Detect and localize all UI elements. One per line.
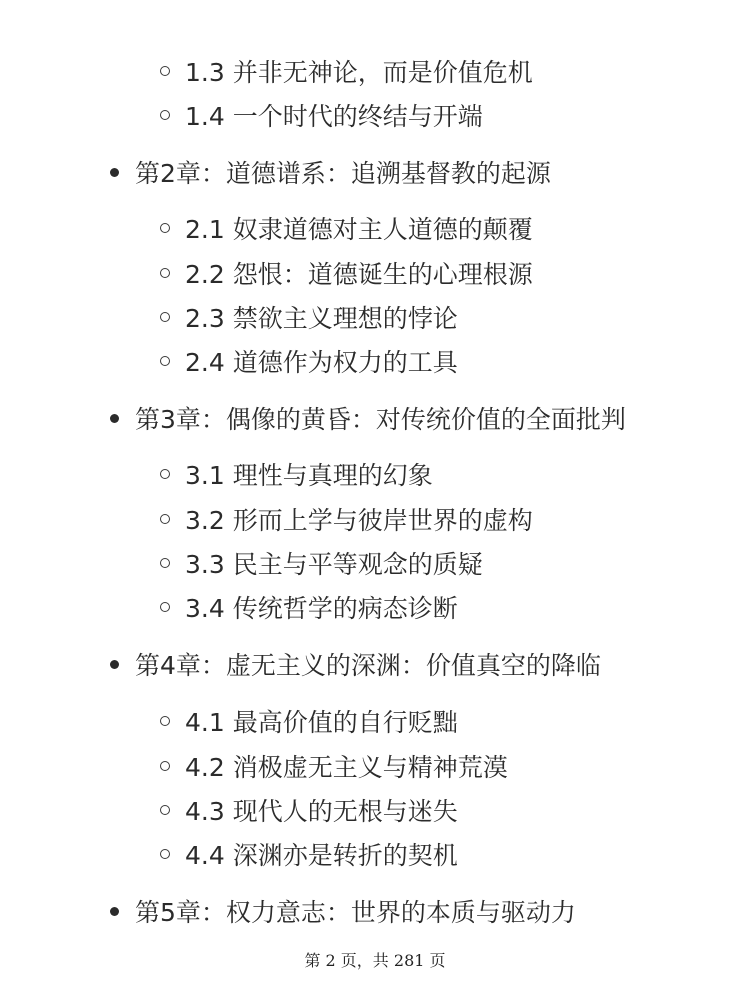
hollow-circle-bullet-icon [160,223,170,233]
toc-section-item[interactable] [160,585,458,629]
toc-section-title: 3.2 形而上学与彼岸世界的虚构 [185,506,533,535]
filled-circle-bullet-icon [110,660,119,669]
filled-circle-bullet-icon [110,414,119,423]
toc-section-title: 2.4 道德作为权力的工具 [185,348,458,377]
toc-section-title: 1.3 并非无神论，而是价值危机 [185,58,533,87]
hollow-circle-bullet-icon [160,849,170,859]
toc-section-item[interactable] [160,744,508,788]
hollow-circle-bullet-icon [160,110,170,120]
toc-chapter-title: 第2章：道德谱系：追溯基督教的起源 [135,159,551,188]
hollow-circle-bullet-icon [160,268,170,278]
hollow-circle-bullet-icon [160,356,170,366]
toc-section-item[interactable] [160,832,458,876]
toc-section-title: 4.3 现代人的无根与迷失 [185,797,458,826]
toc-section-title: 2.1 奴隶道德对主人道德的颠覆 [185,215,533,244]
page-number-footer: 第 2 页，共 281 页 [304,951,446,970]
hollow-circle-bullet-icon [160,558,170,568]
toc-section-item[interactable] [160,699,458,743]
hollow-circle-bullet-icon [160,716,170,726]
toc-section-title: 4.1 最高价值的自行贬黜 [185,708,458,737]
toc-section-item[interactable] [160,452,433,496]
hollow-circle-bullet-icon [160,602,170,612]
toc-section-title: 4.4 深渊亦是转折的契机 [185,841,458,870]
hollow-circle-bullet-icon [160,469,170,479]
toc-chapter-item[interactable] [110,642,601,686]
hollow-circle-bullet-icon [160,312,170,322]
hollow-circle-bullet-icon [160,761,170,771]
toc-section-title: 3.3 民主与平等观念的质疑 [185,550,483,579]
toc-section-title: 2.2 怨恨：道德诞生的心理根源 [185,260,533,289]
toc-chapter-item[interactable] [110,396,626,440]
toc-section-item[interactable] [160,206,533,250]
toc-section-item[interactable] [160,49,533,93]
toc-section-item[interactable] [160,788,458,832]
toc-section-title: 2.3 禁欲主义理想的悖论 [185,304,458,333]
filled-circle-bullet-icon [110,168,119,177]
toc-section-item[interactable] [160,497,533,541]
toc-chapter-title: 第3章：偶像的黄昏：对传统价值的全面批判 [135,405,626,434]
toc-section-item[interactable] [160,93,483,137]
toc-section-item[interactable] [160,541,483,585]
hollow-circle-bullet-icon [160,514,170,524]
toc-section-title: 3.1 理性与真理的幻象 [185,461,433,490]
hollow-circle-bullet-icon [160,66,170,76]
toc-chapter-title: 第4章：虚无主义的深渊：价值真空的降临 [135,651,601,680]
toc-chapter-item[interactable] [110,889,576,933]
toc-section-title: 3.4 传统哲学的病态诊断 [185,594,458,623]
hollow-circle-bullet-icon [160,805,170,815]
toc-section-title: 4.2 消极虚无主义与精神荒漠 [185,753,508,782]
toc-section-item[interactable] [160,251,533,295]
toc-section-item[interactable] [160,339,458,383]
toc-chapter-item[interactable] [110,150,551,194]
toc-section-title: 1.4 一个时代的终结与开端 [185,102,483,131]
toc-section-item[interactable] [160,295,458,339]
toc-chapter-title: 第5章：权力意志：世界的本质与驱动力 [135,898,576,927]
filled-circle-bullet-icon [110,907,119,916]
